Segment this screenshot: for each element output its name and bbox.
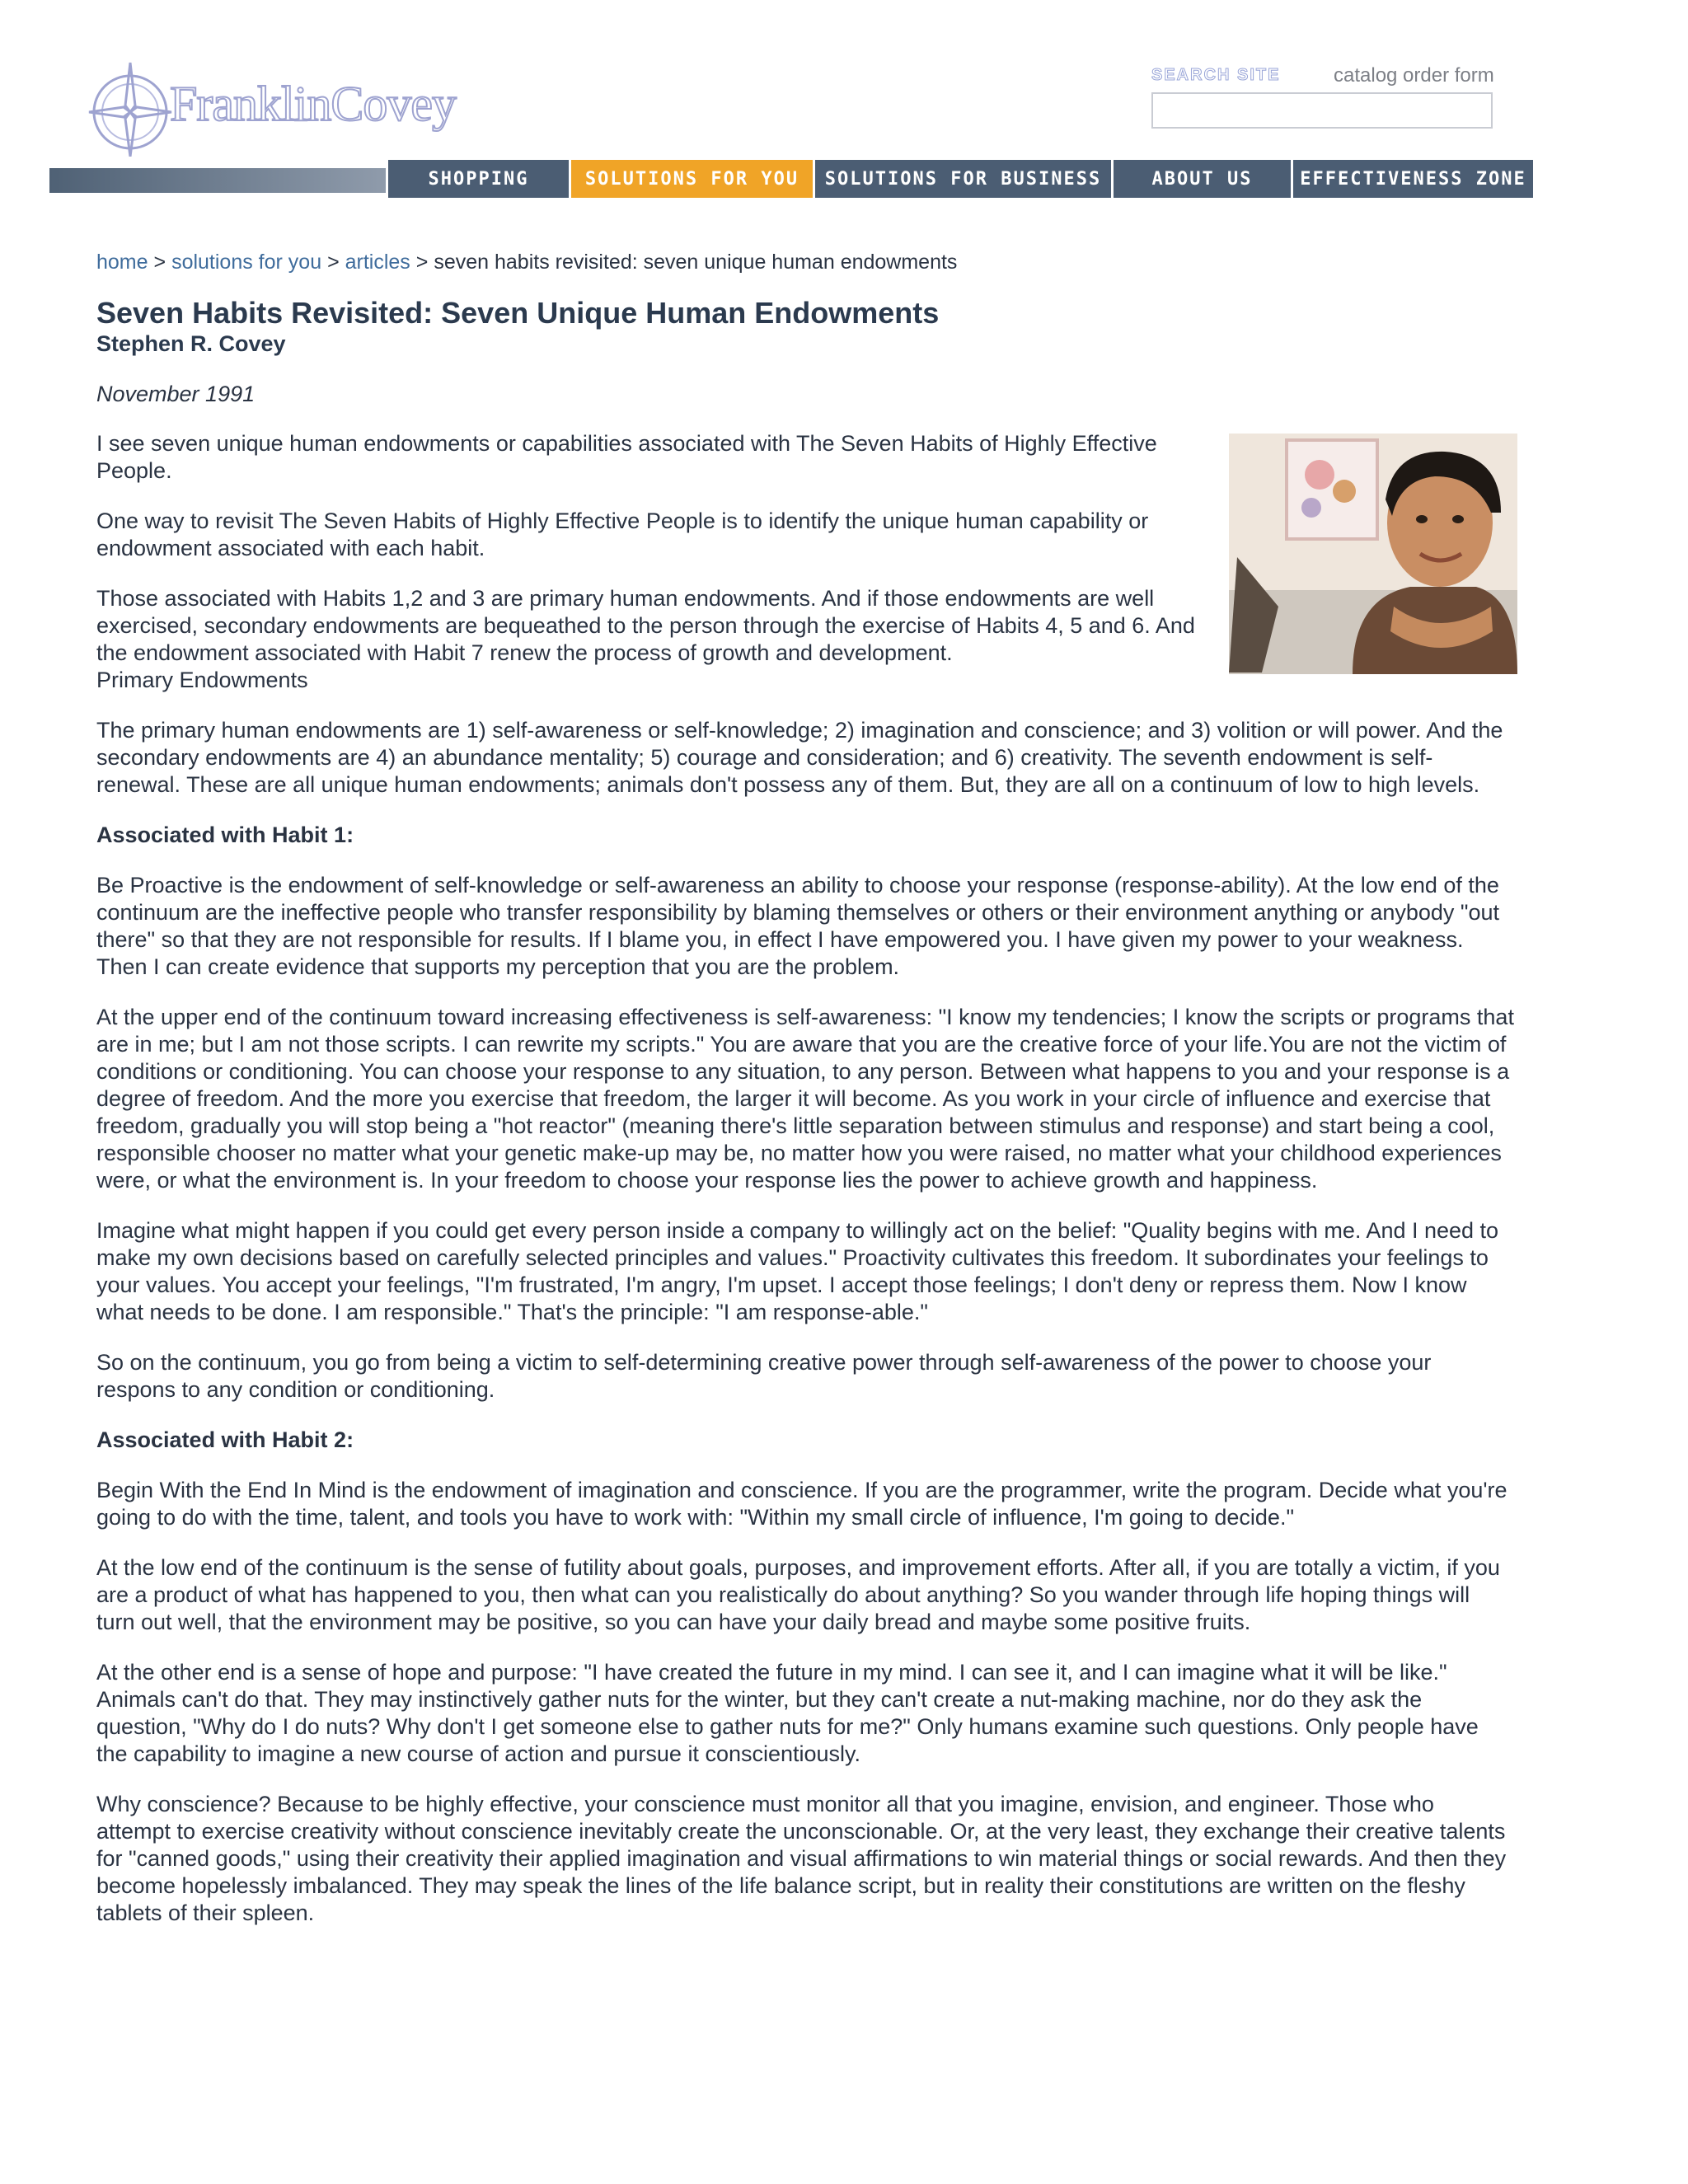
main-nav: [49, 160, 1533, 198]
breadcrumb-solutions-for-you[interactable]: solutions for you: [171, 251, 322, 274]
article-paragraph: At the low end of the continuum is the sense of futility about goals, purposes, and improvement efforts. After all, if you are totally a victim, if you are a product of what has happened to you, then what can you realistically do about anything? So you wander through life hoping things will turn out well, that the environment may be positive, so you can have your daily bread and maybe some positive fruits.: [96, 1554, 1500, 1634]
catalog-order-form-link[interactable]: catalog order form: [1334, 64, 1494, 87]
section-heading-habit-1: Associated with Habit 1:: [96, 822, 354, 847]
breadcrumb-separator: >: [327, 251, 340, 274]
nav-effectiveness-zone[interactable]: EFFECTIVENESS ZONE: [1291, 160, 1533, 198]
section-heading-habit-2: Associated with Habit 2:: [96, 1427, 354, 1452]
breadcrumb: [96, 251, 957, 274]
breadcrumb-separator: >: [415, 251, 429, 274]
article-paragraph: One way to revisit The Seven Habits of Highly Effective People is to identify the unique human capability or endowment associated with each habit.: [96, 508, 1149, 560]
article-paragraph: At the upper end of the continuum toward increasing effectiveness is self-awareness: "I know my tendencies; I know the scripts or programs that are in me; but I am not those scripts. I can rewrite my scripts." You are aware that you are the creative force of your life.You are not the victim of conditions or conditioning. You can choose your response to any situation, to any person. Between what happens to you and your response is a degree of freedom. And the more you exercise that freedom, the larger it will become. As you work in your circle of influence and exercise that freedom, gradually you will stop being a "hot reactor" (meaning there's little separation between stimulus and response) and start being a cool, responsible chooser no matter what your genetic make-up may be, no matter how you were raised, no matter what your childhood experiences were, or what the environment is. In your freedom to choose your response lies the power to achieve growth and happiness.: [96, 1004, 1514, 1193]
article-paragraph: Begin With the End In Mind is the endowment of imagination and conscience. If you are the programmer, write the program. Decide what you're going to do with the time, talent, and tools you have to work with: "Within my small circle of influence, I'm going to decide.": [96, 1477, 1507, 1530]
article-paragraph: Why conscience? Because to be highly effective, your conscience must monitor all that you imagine, envision, and engineer. Those who attempt to exercise creativity without conscience inevitably create the unconscionable. Or, at the very least, they exchange their creative talents for "canned goods," using their creativity their applied imagination and visual affirmations to win material things or social rewards. And then they become hopelessly imbalanced. They may speak the lines of the life balance script, but in reality their constitutions are written on the fleshy tablets of their spleen.: [96, 1791, 1507, 1925]
breadcrumb-articles[interactable]: articles: [345, 251, 410, 274]
logo-text: FranklinCovey: [170, 77, 456, 131]
article-paragraph: I see seven unique human endowments or capabilities associated with The Seven Habits of Highly Effective People.: [96, 430, 1157, 483]
nav-shopping[interactable]: SHOPPING: [386, 160, 569, 198]
search-input[interactable]: [1151, 92, 1493, 129]
breadcrumb-home[interactable]: home: [96, 251, 148, 274]
nav-about-us[interactable]: ABOUT US: [1111, 160, 1291, 198]
breadcrumb-current: seven habits revisited: seven unique human endowments: [434, 251, 958, 274]
article-paragraph: So on the continuum, you go from being a victim to self-determining creative power through self-awareness of the power to choose your respons to any condition or conditioning.: [96, 1349, 1432, 1402]
article-title: Seven Habits Revisited: Seven Unique Human Endowments: [96, 296, 940, 330]
search-site-label: SEARCH SITE: [1151, 66, 1281, 84]
article-paragraph: Imagine what might happen if you could get every person inside a company to willingly act on the belief: "Quality begins with me. And I need to make my own decisions based on carefully selected principles and values." Proactivity cultivates this freedom. It subordinates your feelings to your values. You accept your feelings, "I'm frustrated, I'm angry, I'm upset. I accept those feelings; I don't deny or repress them. Now I know what needs to be done. I am responsible." That's the principle: "I am response-able.": [96, 1217, 1499, 1324]
franklincovey-logo[interactable]: [81, 59, 456, 157]
nav-solutions-for-business[interactable]: SOLUTIONS FOR BUSINESS: [813, 160, 1111, 198]
article-author: Stephen R. Covey: [96, 331, 286, 357]
article-paragraph: At the other end is a sense of hope and purpose: "I have created the future in my mind. I can see it, and I can imagine what it will be like." Animals can't do that. They may instinctively gather nuts for the winter, but they can't create a nut-making machine, nor do they ask the question, "Why do I do nuts? Why don't I get someone else to gather nuts for me?" Only humans examine such questions. Only people have the capability to imagine a new course of action and pursue it conscientiously.: [96, 1659, 1479, 1766]
compass-logo-icon: [81, 59, 180, 157]
nav-solutions-for-you[interactable]: SOLUTIONS FOR YOU: [569, 160, 813, 198]
subheading-primary-endowments: Primary Endowments: [96, 667, 308, 692]
article: [96, 295, 1514, 1950]
article-date: November 1991: [96, 381, 256, 406]
article-paragraph: Be Proactive is the endowment of self-knowledge or self-awareness an ability to choose your response (response-ability). At the low end of the continuum are the ineffective people who transfer responsibility by blaming themselves or others or their environment anything or anybody "out there" so that they are not responsible for results. If I blame you, in effect I have empowered you. I have given my power to your weakness. Then I can create evidence that supports my perception that you are the problem.: [96, 872, 1500, 979]
breadcrumb-separator: >: [153, 251, 166, 274]
article-paragraph: Those associated with Habits 1,2 and 3 are primary human endowments. And if those endowments are well exercised, secondary endowments are bequeathed to the person through the exercise of Habits 4, 5 and 6. And the endowment associated with Habit 7 renew the process of growth and development.: [96, 585, 1195, 665]
nav-decorative-bar: [49, 168, 386, 193]
article-paragraph: The primary human endowments are 1) self-awareness or self-knowledge; 2) imagination and conscience; and 3) volition or will power. And the secondary endowments are 4) an abundance mentality; 5) courage and consideration; and 6) creativity. The seventh endowment is self-renewal. These are all unique human endowments; animals don't possess any of them. But, they are all on a continuum of low to high levels.: [96, 717, 1503, 797]
